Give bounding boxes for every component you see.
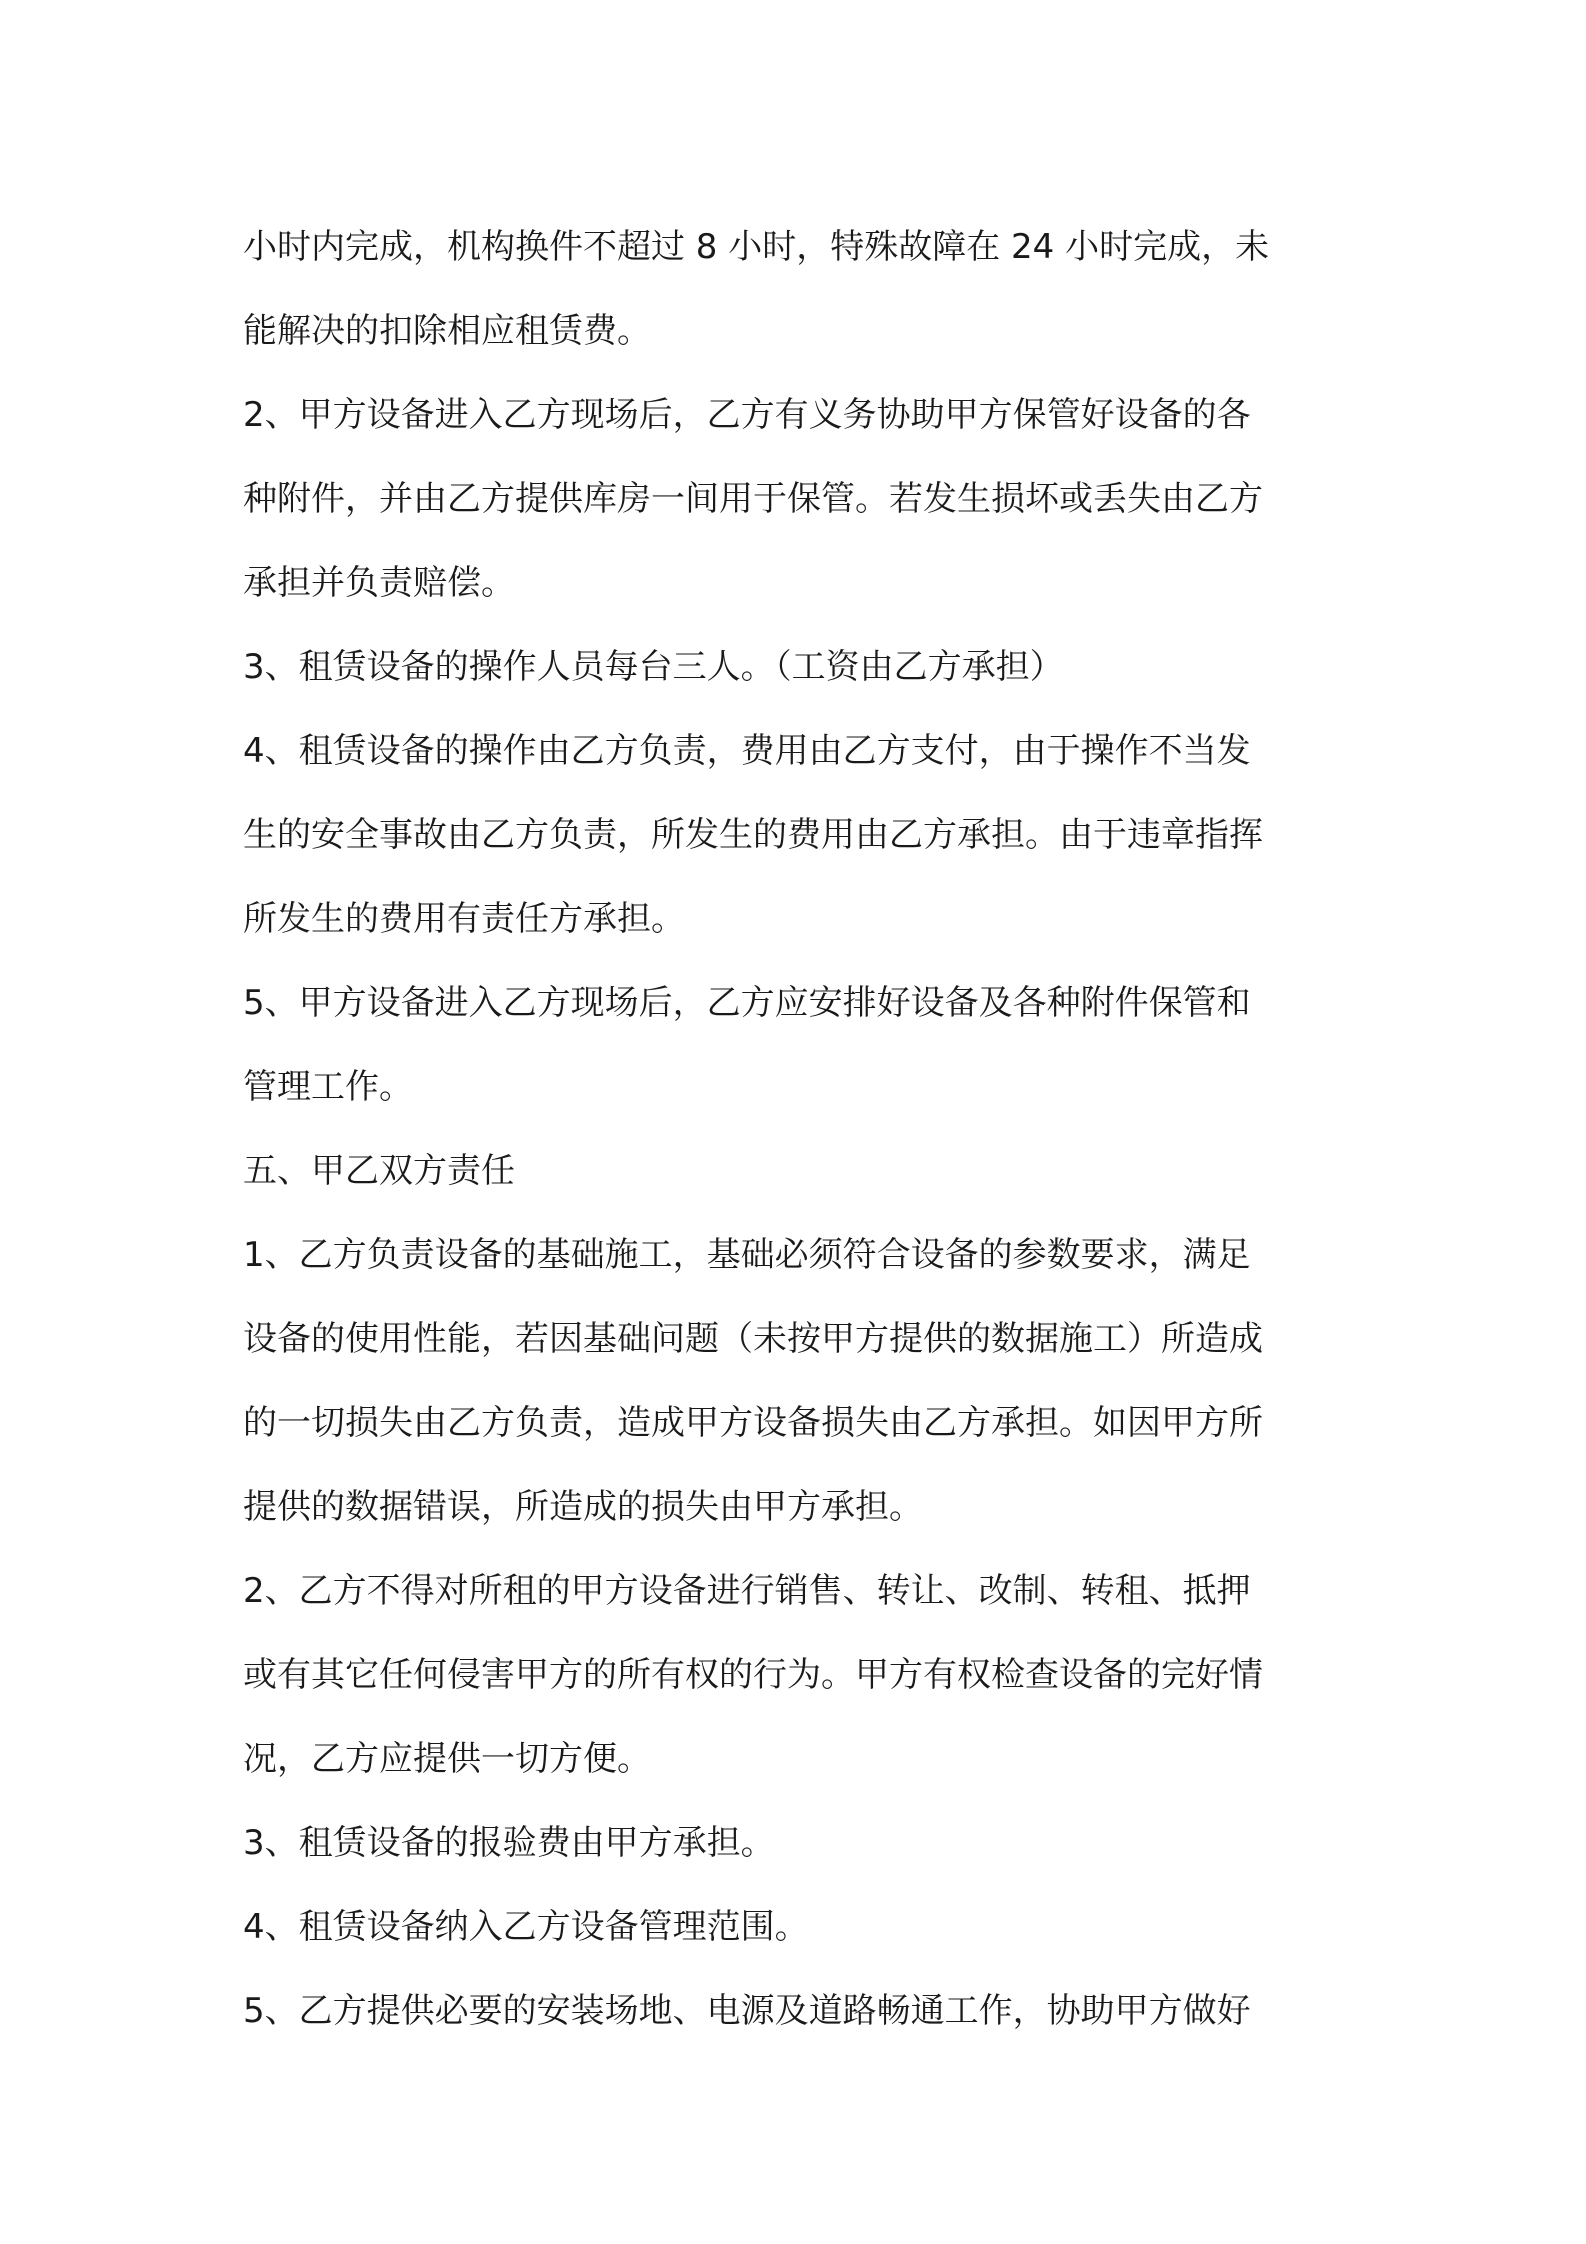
- text-line: 提供的数据错误，所造成的损失由甲方承担。: [243, 1487, 923, 1527]
- text-line: 所发生的费用有责任方承担。: [243, 899, 685, 939]
- text-line: 3、租赁设备的报验费由甲方承担。: [243, 1823, 775, 1863]
- text-line: 管理工作。: [243, 1067, 413, 1107]
- text-line: 3、租赁设备的操作人员每台三人。（工资由乙方承担）: [243, 647, 1064, 687]
- text-line: 生的安全事故由乙方负责，所发生的费用由乙方承担。由于违章指挥: [243, 815, 1263, 855]
- text-line: 承担并负责赔偿。: [243, 563, 515, 603]
- text-line: 设备的使用性能，若因基础问题（未按甲方提供的数据施工）所造成: [243, 1319, 1263, 1359]
- text-line: 2、乙方不得对所租的甲方设备进行销售、转让、改制、转租、抵押: [243, 1571, 1251, 1611]
- paragraph-duty-5: [243, 1969, 1363, 2053]
- text-line: 的一切损失由乙方负责，造成甲方设备损失由乙方承担。如因甲方所: [243, 1403, 1263, 1443]
- text-line: 种附件，并由乙方提供库房一间用于保管。若发生损坏或丢失由乙方: [243, 479, 1263, 519]
- text-line: 4、租赁设备纳入乙方设备管理范围。: [243, 1907, 809, 1947]
- paragraph-item-2: [243, 373, 1363, 625]
- paragraph-item-4: [243, 709, 1363, 961]
- section-heading-text: 五、甲乙双方责任: [243, 1151, 515, 1191]
- document-body: [243, 205, 1363, 2053]
- text-line: 小时内完成，机构换件不超过 8 小时，特殊故障在 24 小时完成，未: [243, 227, 1270, 267]
- text-line: 1、乙方负责设备的基础施工，基础必须符合设备的参数要求，满足: [243, 1235, 1251, 1275]
- paragraph-duty-4: [243, 1885, 1363, 1969]
- paragraph-duty-3: [243, 1801, 1363, 1885]
- paragraph-duty-1: [243, 1213, 1363, 1549]
- text-line: 或有其它任何侵害甲方的所有权的行为。甲方有权检查设备的完好情: [243, 1655, 1263, 1695]
- paragraph-item-5: [243, 961, 1363, 1129]
- text-line: 5、甲方设备进入乙方现场后，乙方应安排好设备及各种附件保管和: [243, 983, 1251, 1023]
- section-heading: [243, 1129, 1363, 1213]
- text-line: 2、甲方设备进入乙方现场后，乙方有义务协助甲方保管好设备的各: [243, 395, 1251, 435]
- text-line: 4、租赁设备的操作由乙方负责，费用由乙方支付，由于操作不当发: [243, 731, 1251, 771]
- text-line: 能解决的扣除相应租赁费。: [243, 311, 651, 351]
- paragraph-item-3: [243, 625, 1363, 709]
- text-line: 5、乙方提供必要的安装场地、电源及道路畅通工作，协助甲方做好: [243, 1991, 1251, 2031]
- paragraph-continuation: [243, 205, 1363, 373]
- text-line: 况，乙方应提供一切方便。: [243, 1739, 651, 1779]
- paragraph-duty-2: [243, 1549, 1363, 1801]
